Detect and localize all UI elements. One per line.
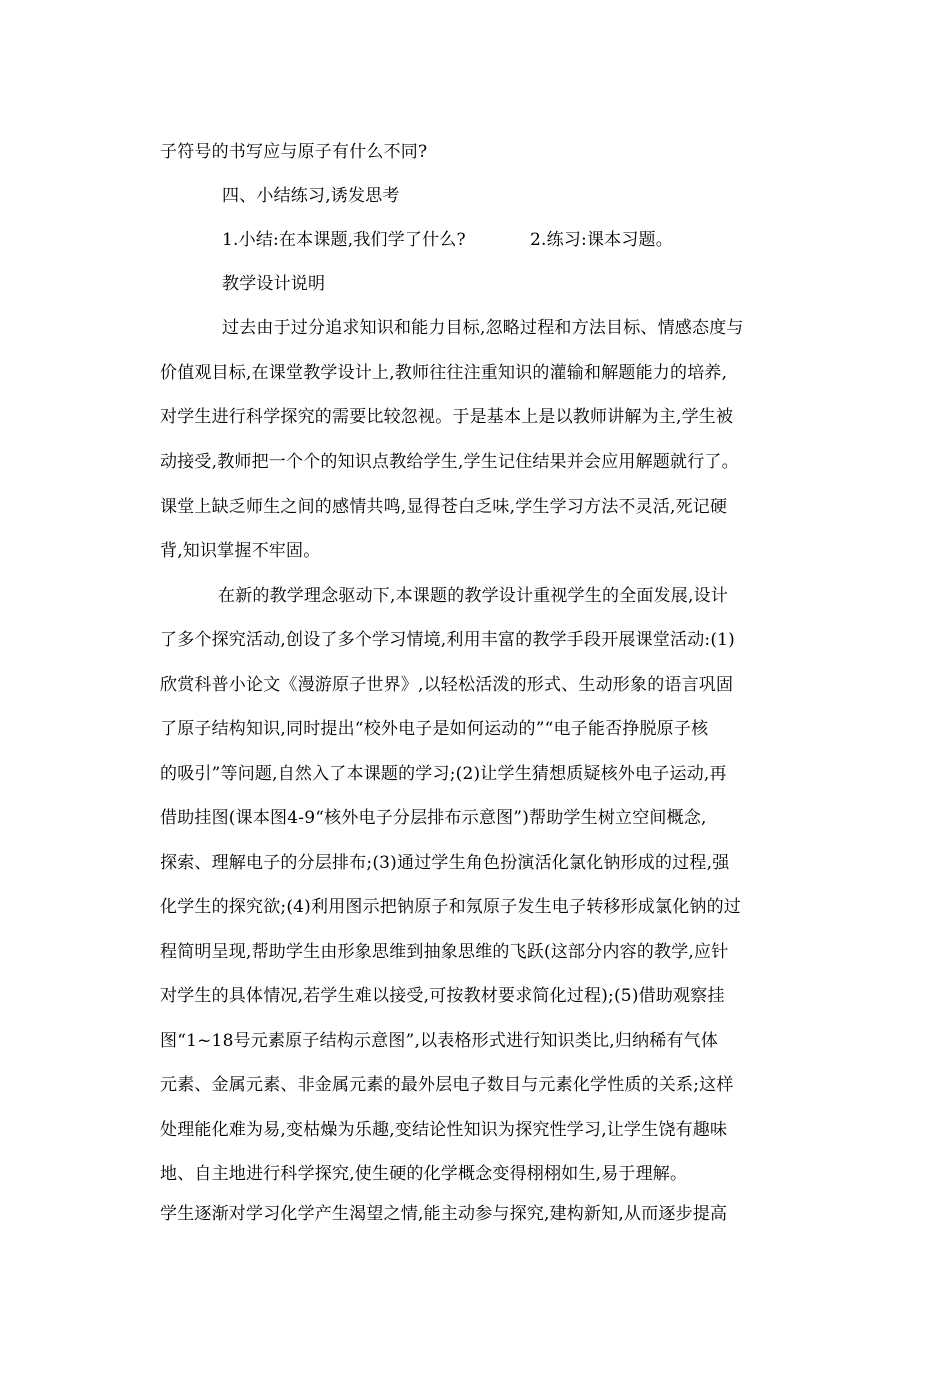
line-text: 学生逐渐对学习化学产生渴望之情,能主动参与探究,建构新知,从而逐步提高 [160,1204,728,1224]
line-text: 的吸引”等问题,自然入了本课题的学习;(2)让学生猜想质疑核外电子运动,再 [160,764,727,784]
text-line [0,711,950,747]
summary-item: 1.小结:在本课题,我们学了什么? [222,230,466,250]
text-line [0,622,950,658]
text-line [0,222,950,258]
text-line [0,578,950,614]
section-heading [0,266,950,302]
line-text: 在新的教学理念驱动下,本课题的教学设计重视学生的全面发展,设计 [218,586,729,606]
text-line [0,355,950,391]
text-line [0,1112,950,1148]
line-text: 处理能化难为易,变枯燥为乐趣,变结论性知识为探究性学习,让学生饶有趣味 [160,1120,728,1140]
line-text: 课堂上缺乏师生之间的感情共鸣,显得苍白乏味,学生学习方法不灵活,死记硬 [160,497,728,517]
line-text: 背,知识掌握不牢固。 [160,541,321,561]
heading-text: 教学设计说明 [222,274,326,294]
text-line [0,1196,950,1232]
line-text: 欣赏科普小论文《漫游原子世界》,以轻松活泼的形式、生动形象的语言巩固 [160,675,734,695]
line-text: 对学生的具体情况,若学生难以接受,可按教材要求简化过程);(5)借助观察挂 [160,986,725,1006]
text-line [0,1067,950,1103]
text-line [0,756,950,792]
line-text: 过去由于过分追求知识和能力目标,忽略过程和方法目标、情感态度与 [222,318,744,338]
text-line [0,1156,950,1192]
text-line [0,667,950,703]
text-line [0,978,950,1014]
text-line [0,845,950,881]
text-line [0,889,950,925]
line-text: 价值观目标,在课堂教学设计上,教师往往注重知识的灌输和解题能力的培养, [160,363,728,383]
text-line [0,1023,950,1059]
line-text: 子符号的书写应与原子有什么不同? [160,142,428,162]
line-text: 了多个探究活动,创设了多个学习情境,利用丰富的教学手段开展课堂活动:(1) [160,630,736,650]
text-line [0,134,950,170]
exercise-item: 2.练习:课本习题。 [530,230,673,250]
text-line [0,489,950,525]
line-text: 探索、理解电子的分层排布;(3)通过学生角色扮演活化氯化钠形成的过程,强 [160,853,730,873]
line-text: 对学生进行科学探究的需要比较忽视。于是基本上是以教师讲解为主,学生被 [160,407,734,427]
text-line [0,444,950,480]
heading-text: 四、小结练习,诱发思考 [222,186,400,206]
line-text: 动接受,教师把一个个的知识点教给学生,学生记住结果并会应用解题就行了。 [160,452,739,472]
text-line [0,533,950,569]
text-line [0,934,950,970]
text-line [0,310,950,346]
text-line [0,800,950,836]
line-text: 图“1~18号元素原子结构示意图”,以表格形式进行知识类比,归纳稀有气体 [160,1031,719,1051]
line-text: 地、自主地进行科学探究,使生硬的化学概念变得栩栩如生,易于理解。 [160,1164,688,1184]
line-text: 程简明呈现,帮助学生由形象思维到抽象思维的飞跃(这部分内容的教学,应针 [160,942,729,962]
line-text: 了原子结构知识,同时提出“校外电子是如何运动的”“电子能否挣脱原子核 [160,719,709,739]
line-text: 元素、金属元素、非金属元素的最外层电子数目与元素化学性质的关系;这样 [160,1075,734,1095]
line-text: 化学生的探究欲;(4)利用图示把钠原子和氖原子发生电子转移形成氯化钠的过 [160,897,742,917]
text-line [0,399,950,435]
section-heading [0,178,950,214]
line-text: 借助挂图(课本图4-9“核外电子分层排布示意图”)帮助学生树立空间概念, [160,808,707,828]
